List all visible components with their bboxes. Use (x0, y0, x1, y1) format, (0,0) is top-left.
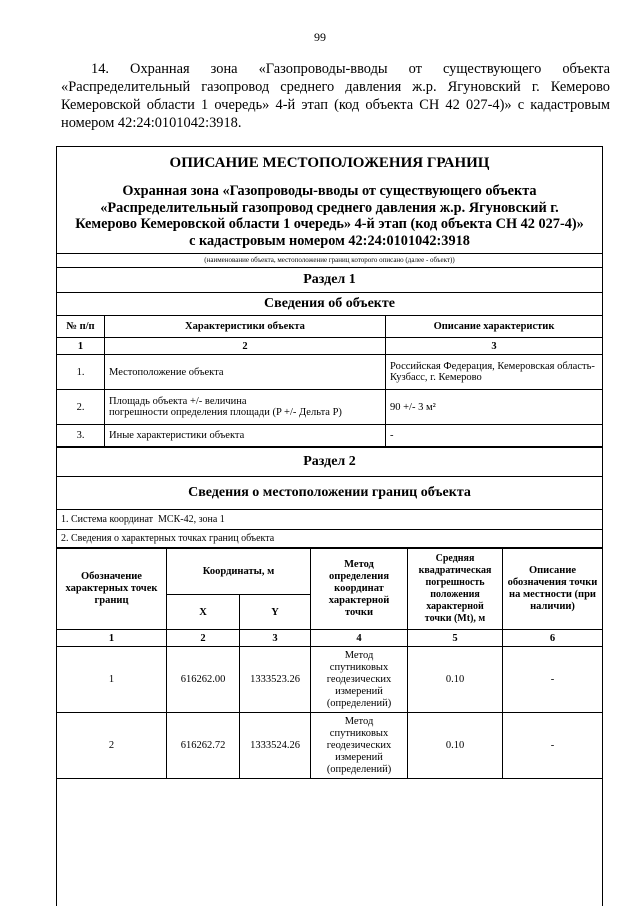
col-number: 1 (57, 630, 167, 647)
form-subtitle-note: (наименование объекта, местоположение границ которого описано (далее - объект)) (57, 253, 602, 267)
header-designation: Обозначение характерных точек границ (57, 549, 167, 630)
coordinate-system-label: 1. Система координат (61, 514, 154, 525)
col-number: 3 (386, 338, 603, 355)
col-number: 4 (311, 630, 408, 647)
row-characteristic-line: погрешности определения площади (P +/- Дельта P) (109, 407, 342, 418)
point-x: 616262.00 (167, 647, 240, 713)
table-row (57, 355, 603, 390)
col-header-num: № п/п (57, 316, 105, 338)
boundary-description-form (56, 146, 603, 906)
point-y: 1333524.26 (240, 713, 311, 779)
row-description: 90 +/- 3 м² (386, 390, 603, 425)
intro-number: 14. (91, 61, 109, 77)
section2-points-table (56, 548, 603, 779)
form-subtitle-line: с кадастровым номером 42:24:0101042:3918 (189, 232, 470, 249)
row-characteristic (105, 390, 386, 425)
point-y: 1333523.26 (240, 647, 311, 713)
header-x: X (167, 595, 240, 630)
header-coordinates: Координаты, м (167, 549, 311, 595)
point-x: 616262.72 (167, 713, 240, 779)
row-description: Российская Федерация, Кемеровская область-Кузбасс, г. Кемерово (386, 355, 603, 390)
col-number: 2 (167, 630, 240, 647)
form-subtitle-line: Охранная зона «Газопроводы-вводы от существующего объекта (122, 183, 537, 199)
coordinate-system-value: МСК-42, зона 1 (158, 514, 225, 525)
point-accuracy: 0.10 (408, 713, 503, 779)
row-characteristic: Иные характеристики объекта (105, 425, 386, 447)
form-title: ОПИСАНИЕ МЕСТОПОЛОЖЕНИЯ ГРАНИЦ (169, 155, 490, 171)
col-number: 1 (57, 338, 105, 355)
point-id: 1 (57, 647, 167, 713)
section1-label: Раздел 1 (57, 268, 603, 293)
points-info-heading: 2. Сведения о характерных точках границ объекта (57, 530, 603, 548)
point-row (57, 647, 603, 713)
section1-table (56, 267, 603, 447)
row-characteristic-line: Площадь объекта +/- величина (109, 396, 247, 407)
point-method: Метод спутниковых геодезических измерений (определений) (311, 713, 408, 779)
form-subtitle-line: «Распределительный газопровод среднего давления ж.р. Ягуновский г. (100, 199, 559, 216)
row-description: - (386, 425, 603, 447)
col-number: 3 (240, 630, 311, 647)
col-header-description: Описание характеристик (386, 316, 603, 338)
form-subtitle (57, 177, 602, 253)
section2-heading: Сведения о местоположении границ объекта (57, 477, 603, 510)
header-accuracy: Средняя квадратическая погрешность положения характерной точки (Mt), м (408, 549, 503, 630)
point-method: Метод спутниковых геодезических измерений (определений) (311, 647, 408, 713)
header-y: Y (240, 595, 311, 630)
page-number: 99 (314, 30, 326, 44)
form-subtitle-line: Кемерово Кемеровской области 1 очередь» 4-й этап (код объекта СН 42 027-4)» (75, 216, 584, 232)
col-number: 5 (408, 630, 503, 647)
row-number: 3. (57, 425, 105, 447)
intro-text: Охранная зона «Газопроводы-вводы от существующего объекта «Распределительный газопровод среднего давления ж.р. Ягуновский г. Кемерово Кемеровской области 1 очередь» 4-й этап (код объекта СН 42 027-4)» с кадастровым номером 42:24:0101042:3918. (61, 61, 610, 131)
point-accuracy: 0.10 (408, 647, 503, 713)
col-number: 6 (503, 630, 603, 647)
col-number: 2 (105, 338, 386, 355)
point-row (57, 713, 603, 779)
header-point-description: Описание обозначения точки на местности (при наличии) (503, 549, 603, 630)
point-description: - (503, 713, 603, 779)
coordinate-system (57, 510, 603, 530)
row-number: 1. (57, 355, 105, 390)
table-row (57, 425, 603, 447)
section2-label: Раздел 2 (57, 448, 603, 477)
point-description: - (503, 647, 603, 713)
row-characteristic: Местоположение объекта (105, 355, 386, 390)
col-header-characteristic: Характеристики объекта (105, 316, 386, 338)
header-method: Метод определения координат характерной точки (311, 549, 408, 630)
table-row (57, 390, 603, 425)
section2-title-table (56, 447, 603, 548)
section1-heading: Сведения об объекте (57, 293, 603, 316)
row-number: 2. (57, 390, 105, 425)
point-id: 2 (57, 713, 167, 779)
intro-paragraph (61, 60, 610, 132)
